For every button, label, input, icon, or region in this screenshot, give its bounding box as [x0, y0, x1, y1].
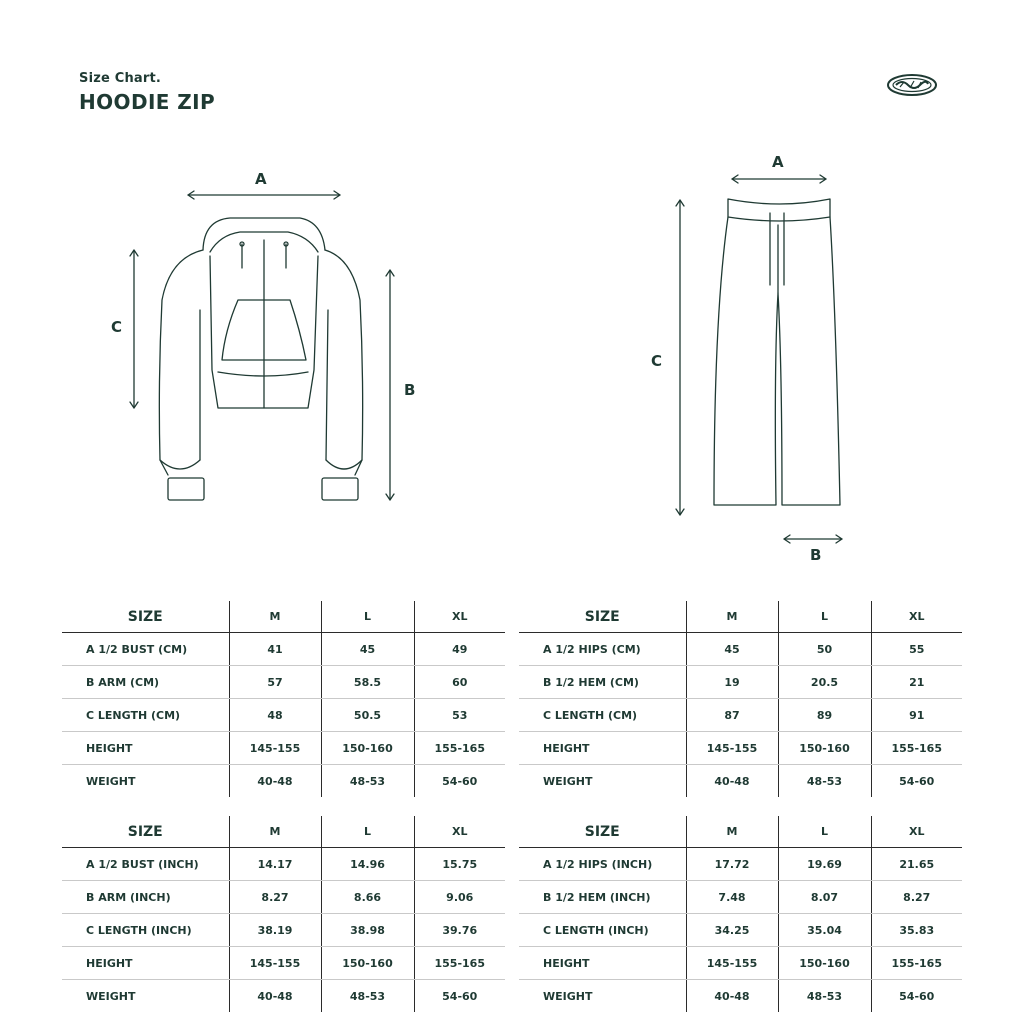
measurement-label: C LENGTH (CM)	[519, 699, 686, 732]
measurement-value: 45	[321, 633, 414, 666]
measurement-value: 20.5	[778, 666, 871, 699]
measurement-value: 35.83	[871, 914, 962, 947]
measurement-value: 38.98	[321, 914, 414, 947]
table-row	[519, 881, 962, 914]
size-header: SIZE	[519, 601, 686, 633]
measurement-value: 21	[871, 666, 962, 699]
size-table-pants-inch	[519, 816, 962, 1012]
measurement-value: 34.25	[686, 914, 778, 947]
size-header-l: L	[321, 601, 414, 633]
measurement-label: HEIGHT	[62, 947, 229, 980]
size-header: SIZE	[62, 816, 229, 848]
table-row	[62, 947, 505, 980]
chart-subtitle: Size Chart.	[79, 71, 162, 86]
size-table-hoodie-cm	[62, 601, 505, 797]
measurement-value: 60	[414, 666, 505, 699]
measurement-value: 48-53	[321, 765, 414, 798]
size-header-l: L	[778, 816, 871, 848]
measurement-value: 50.5	[321, 699, 414, 732]
measurement-label: B ARM (INCH)	[62, 881, 229, 914]
size-header-m: M	[229, 601, 321, 633]
measurement-value: 17.72	[686, 848, 778, 881]
table-row	[62, 765, 505, 798]
measurement-label: HEIGHT	[519, 732, 686, 765]
size-table-hoodie-inch	[62, 816, 505, 1012]
table-row	[62, 881, 505, 914]
measurement-value: 91	[871, 699, 962, 732]
measurement-label: WEIGHT	[86, 774, 136, 788]
size-header-m: M	[686, 816, 778, 848]
measurement-value: 14.17	[229, 848, 321, 881]
measurement-value: 21.65	[871, 848, 962, 881]
measurement-label: A 1/2 BUST (INCH)	[62, 848, 229, 881]
table-row	[62, 848, 505, 881]
measurement-label: A 1/2 HIPS (CM)	[519, 633, 686, 666]
measurement-value: 53	[414, 699, 505, 732]
measurement-value: 40-48	[229, 980, 321, 1013]
measurement-value: 40-48	[229, 765, 321, 798]
measurement-value: 145-155	[229, 732, 321, 765]
measurement-label: A 1/2 HIPS (INCH)	[519, 848, 686, 881]
product-title: HOODIE ZIP	[79, 90, 216, 114]
size-header-l: L	[778, 601, 871, 633]
measurement-value: 145-155	[229, 947, 321, 980]
measurement-label: HEIGHT	[62, 732, 229, 765]
measurement-label: WEIGHT	[543, 989, 593, 1003]
measurement-value: 145-155	[686, 947, 778, 980]
measurement-value: 155-165	[414, 732, 505, 765]
measurement-value: 48-53	[321, 980, 414, 1013]
pants-label-a: A	[772, 153, 784, 171]
measurement-value: 50	[778, 633, 871, 666]
measurement-value: 8.66	[321, 881, 414, 914]
pants-label-b: B	[810, 546, 822, 564]
hoodie-diagram	[100, 160, 440, 520]
measurement-value: 40-48	[686, 980, 778, 1013]
table-row	[519, 980, 962, 1013]
measurement-value: 8.07	[778, 881, 871, 914]
measurement-label: B ARM (CM)	[62, 666, 229, 699]
measurement-value: 150-160	[321, 947, 414, 980]
measurement-value: 57	[229, 666, 321, 699]
table-row	[62, 666, 505, 699]
measurement-value: 8.27	[229, 881, 321, 914]
measurement-label: C LENGTH (INCH)	[519, 914, 686, 947]
table-row	[519, 848, 962, 881]
measurement-label: C LENGTH (CM)	[62, 699, 229, 732]
measurement-value: 55	[871, 633, 962, 666]
measurement-value: 155-165	[871, 947, 962, 980]
measurement-label: HEIGHT	[519, 947, 686, 980]
measurement-value: 45	[686, 633, 778, 666]
measurement-value: 150-160	[778, 732, 871, 765]
measurement-value: 35.04	[778, 914, 871, 947]
pants-diagram	[660, 165, 880, 545]
measurement-value: 150-160	[321, 732, 414, 765]
measurement-value: 41	[229, 633, 321, 666]
measurement-label: A 1/2 BUST (CM)	[62, 633, 229, 666]
measurement-label: WEIGHT	[86, 989, 136, 1003]
hoodie-label-a: A	[255, 170, 267, 188]
size-header-l: L	[321, 816, 414, 848]
measurement-value: 48	[229, 699, 321, 732]
table-row	[519, 732, 962, 765]
measurement-value: 7.48	[686, 881, 778, 914]
measurement-value: 9.06	[414, 881, 505, 914]
size-header: SIZE	[519, 816, 686, 848]
size-header-xl: XL	[871, 816, 962, 848]
measurement-value: 19	[686, 666, 778, 699]
measurement-value: 54-60	[414, 980, 505, 1013]
table-row	[519, 914, 962, 947]
measurement-value: 54-60	[871, 980, 962, 1013]
measurement-value: 150-160	[778, 947, 871, 980]
table-row	[62, 633, 505, 666]
hoodie-label-c: C	[111, 318, 123, 336]
size-header-m: M	[686, 601, 778, 633]
table-row	[519, 947, 962, 980]
table-row	[519, 633, 962, 666]
measurement-value: 145-155	[686, 732, 778, 765]
measurement-value: 40-48	[686, 765, 778, 798]
table-row	[62, 980, 505, 1013]
hoodie-label-b: B	[404, 381, 416, 399]
measurement-value: 48-53	[778, 980, 871, 1013]
measurement-value: 155-165	[414, 947, 505, 980]
table-row	[519, 699, 962, 732]
measurement-value: 54-60	[871, 765, 962, 798]
measurement-value: 19.69	[778, 848, 871, 881]
measurement-value: 14.96	[321, 848, 414, 881]
size-header-m: M	[229, 816, 321, 848]
table-row	[62, 699, 505, 732]
table-row	[62, 732, 505, 765]
measurement-value: 89	[778, 699, 871, 732]
measurement-label: B 1/2 HEM (CM)	[519, 666, 686, 699]
table-row	[519, 765, 962, 798]
measurement-value: 49	[414, 633, 505, 666]
table-row	[62, 914, 505, 947]
measurement-value: 54-60	[414, 765, 505, 798]
measurement-value: 48-53	[778, 765, 871, 798]
brand-logo-badge	[886, 73, 938, 97]
size-header-xl: XL	[871, 601, 962, 633]
size-table-pants-cm	[519, 601, 962, 797]
measurement-value: 15.75	[414, 848, 505, 881]
size-header-xl: XL	[414, 816, 505, 848]
table-row	[519, 666, 962, 699]
measurement-value: 58.5	[321, 666, 414, 699]
measurement-value: 38.19	[229, 914, 321, 947]
size-header-xl: XL	[414, 601, 505, 633]
measurement-value: 8.27	[871, 881, 962, 914]
measurement-value: 155-165	[871, 732, 962, 765]
measurement-value: 39.76	[414, 914, 505, 947]
measurement-value: 87	[686, 699, 778, 732]
pants-label-c: C	[651, 352, 663, 370]
measurement-label: B 1/2 HEM (INCH)	[519, 881, 686, 914]
measurement-label: C LENGTH (INCH)	[62, 914, 229, 947]
size-header: SIZE	[62, 601, 229, 633]
measurement-label: WEIGHT	[543, 774, 593, 788]
